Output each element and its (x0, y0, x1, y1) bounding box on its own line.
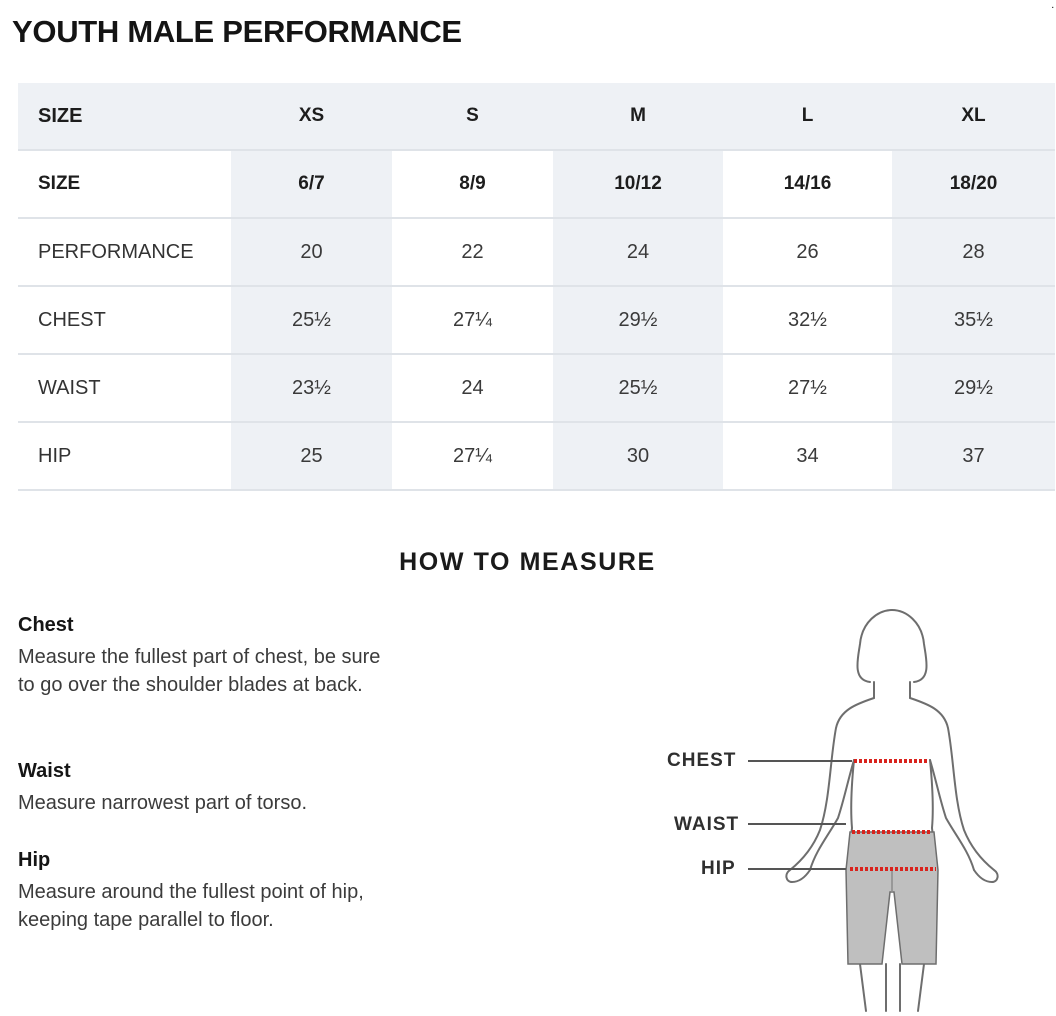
hip-instructions (18, 849, 418, 934)
table-cell: 14/16 (723, 150, 892, 218)
table-row (18, 150, 1055, 218)
measurement-figure (660, 600, 1055, 1011)
shorts-shape (846, 832, 938, 964)
table-cell: 20 (231, 218, 392, 286)
table-cell: 27½ (723, 354, 892, 422)
how-to-measure-heading: HOW TO MEASURE (399, 548, 656, 576)
table-cell: 32½ (723, 286, 892, 354)
table-row (18, 218, 1055, 286)
table-cell: 35½ (892, 286, 1055, 354)
size-header-m: M (553, 83, 723, 150)
chest-figure-label: CHEST (667, 750, 737, 771)
size-header-xs: XS (231, 83, 392, 150)
table-cell: 23½ (231, 354, 392, 422)
chest-heading: Chest (18, 614, 74, 636)
table-cell: 25½ (553, 354, 723, 422)
chest-instructions (18, 614, 418, 699)
table-row (18, 422, 1055, 490)
edge-fragment: ˙ (1051, 4, 1056, 20)
table-cell: 24 (553, 218, 723, 286)
row-label: WAIST (18, 354, 231, 422)
hip-figure-label: HIP (701, 858, 736, 879)
table-cell: 6/7 (231, 150, 392, 218)
table-cell: 37 (892, 422, 1055, 490)
row-label: SIZE (18, 150, 231, 218)
table-cell: 22 (392, 218, 553, 286)
row-label: PERFORMANCE (18, 218, 231, 286)
table-cell: 27¼ (392, 286, 553, 354)
table-cell: 34 (723, 422, 892, 490)
table-cell: 30 (553, 422, 723, 490)
table-cell: 25 (231, 422, 392, 490)
youth-body-outline-icon (660, 600, 1055, 1011)
waist-instructions (18, 760, 418, 817)
table-cell: 29½ (892, 354, 1055, 422)
table-cell: 28 (892, 218, 1055, 286)
size-header-label: SIZE (18, 83, 231, 150)
table-cell: 18/20 (892, 150, 1055, 218)
chest-text: Measure the fullest part of chest, be sure to go over the shoulder blades at back. (18, 646, 381, 696)
size-header-xl: XL (892, 83, 1055, 150)
table-cell: 25½ (231, 286, 392, 354)
row-label: CHEST (18, 286, 231, 354)
table-row (18, 354, 1055, 422)
waist-text: Measure narrowest part of torso. (18, 792, 308, 814)
size-header-l: L (723, 83, 892, 150)
table-cell: 24 (392, 354, 553, 422)
hip-heading: Hip (18, 849, 51, 871)
size-header-row (18, 83, 1055, 150)
page-title: YOUTH MALE PERFORMANCE (12, 14, 462, 49)
table-cell: 27¼ (392, 422, 553, 490)
size-chart-table (18, 83, 1055, 491)
hip-text: Measure around the fullest point of hip, keeping tape parallel to floor. (18, 881, 364, 931)
table-row (18, 286, 1055, 354)
table-cell: 26 (723, 218, 892, 286)
waist-figure-label: WAIST (674, 814, 740, 835)
table-cell: 10/12 (553, 150, 723, 218)
row-label: HIP (18, 422, 231, 490)
waist-heading: Waist (18, 760, 71, 782)
table-cell: 8/9 (392, 150, 553, 218)
table-cell: 29½ (553, 286, 723, 354)
size-header-s: S (392, 83, 553, 150)
